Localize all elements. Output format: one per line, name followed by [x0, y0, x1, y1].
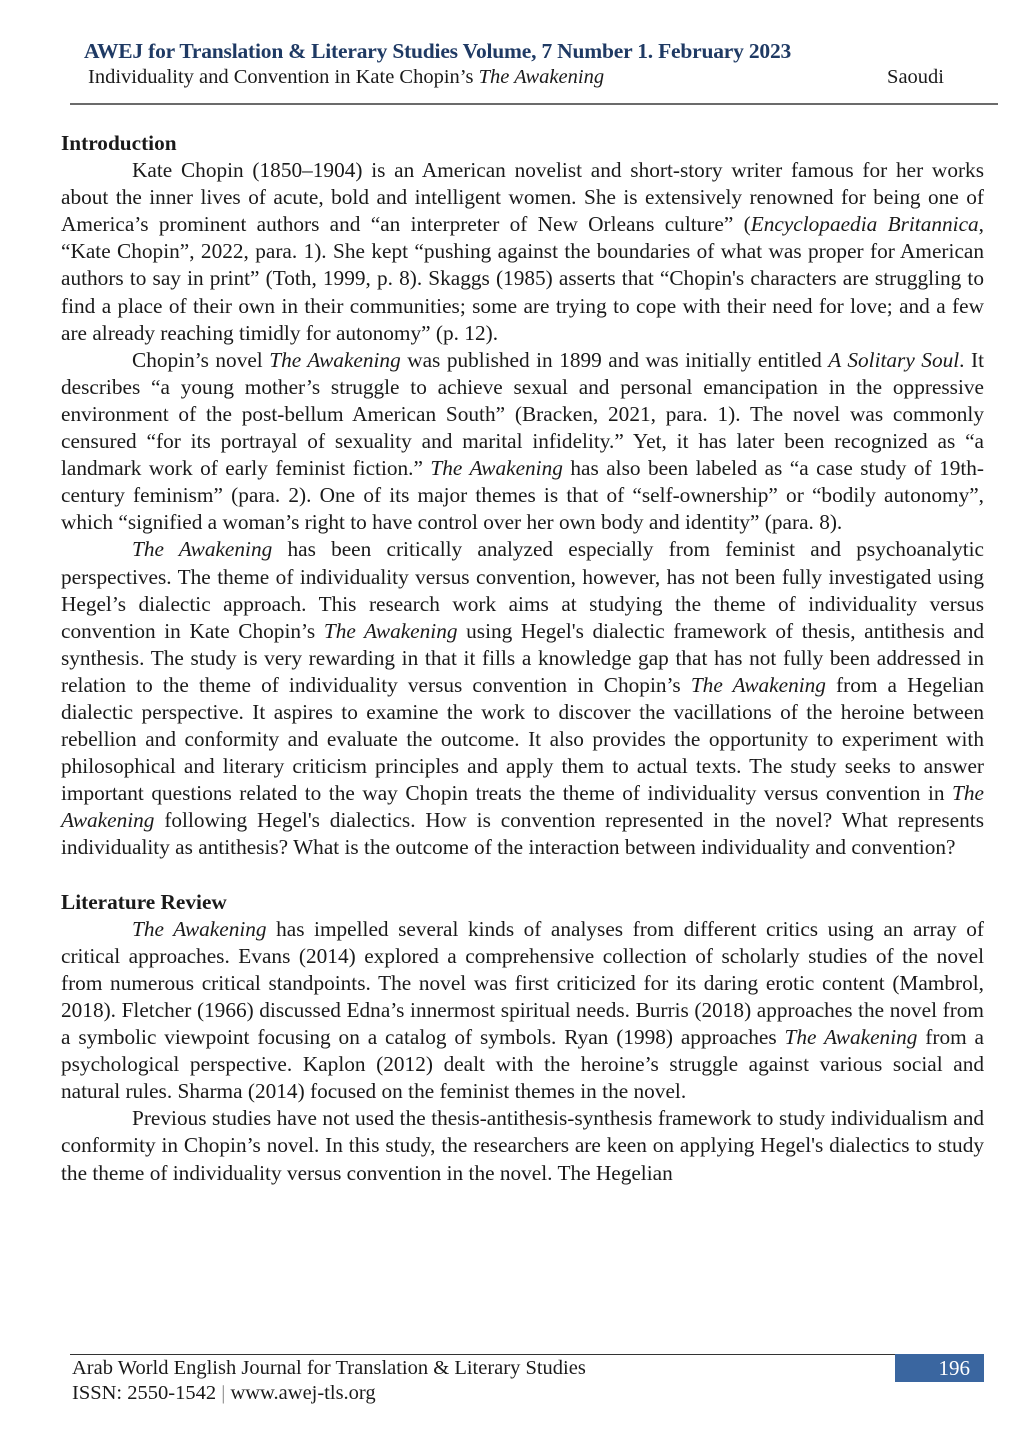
footer-journal-name: Arab World English Journal for Translation & Literary Studies — [72, 1357, 586, 1379]
paragraph: The Awakening has impelled several kinds of analyses from different critics using an array of critical approaches. Evans (2014) explored a comprehensive collection of scholarly studies of the novel from numerous critical standpoints. The novel was first criticized for its daring erotic content (Mambrol, 2018). Fletcher (1966) discussed Edna’s innermost spiritual needs. Burris (2018) approaches the novel from a symbolic viewpoint focusing on a catalog of symbols. Ryan (1998) approaches The Awakening from a psychological perspective. Kaplon (2012) dealt with the heroine’s struggle against various social and natural rules. Sharma (2014) focused on the feminist themes in the novel. — [61, 916, 985, 1104]
paragraph: Chopin’s novel The Awakening was published in 1899 and was initially entitled A Solitary Soul. It describes “a young mother’s struggle to achieve sexual and personal emancipation in the oppressive environment of the post-bellum American South” (Bracken, 2021, para. 1). The novel was commonly censured “for its portrayal of sexuality and marital infidelity.” Yet, it has later been recognized as “a landmark work of early feminist fiction.” The Awakening has also been labeled as “a case study of 19th-century feminism” (para. 2). One of its major themes is that of “self-ownership” or “bodily autonomy”, which “signified a woman’s right to have control over her own body and identity” (para. 8). — [61, 347, 985, 535]
paragraph: The Awakening has been critically analyzed especially from feminist and psychoanalytic perspectives. The theme of individuality versus convention, however, has not been fully investigated using Hegel’s dialectic approach. This research work aims at studying the theme of individuality versus convention in Kate Chopin’s The Awakening using Hegel's dialectic framework of thesis, antithesis and synthesis. The study is very rewarding in that it fills a knowledge gap that has not fully been addressed in relation to the theme of individuality versus convention in Chopin’s The Awakening from a Hegelian dialectic perspective. It aspires to examine the work to discover the vacillations of the heroine between rebellion and conformity and evaluate the outcome. It also provides the opportunity to experiment with philosophical and literary criticism principles and apply them to actual texts. The study seeks to answer important questions related to the way Chopin treats the theme of individuality versus convention in The Awakening following Hegel's dialectics. How is convention represented in the novel? What represents individuality as antithesis? What is the outcome of the interaction between individuality and convention? — [61, 537, 985, 860]
page-header — [70, 38, 998, 90]
running-head — [88, 64, 944, 90]
footer-divider — [70, 1354, 984, 1355]
paragraph: Previous studies have not used the thesis-antithesis-synthesis framework to study individualism and conformity in Chopin’s novel. In this study, the researchers are keen on applying Hegel's dialectics to study the theme of individuality versus convention in the novel. The Hegelian — [61, 1106, 984, 1185]
author-name: Saoudi — [887, 66, 944, 88]
journal-title: AWEJ for Translation & Literary Studies Volume, 7 Number 1. February 2023 — [84, 39, 792, 63]
section-spacer — [61, 862, 984, 889]
journal-website-link[interactable]: www.awej-tls.org — [230, 1382, 376, 1404]
article-running-title: Individuality and Convention in Kate Chopin’s The Awakening — [88, 66, 605, 88]
section-heading-literature-review: Literature Review — [61, 889, 227, 914]
footer-issn-line: ISSN: 2550-1542 | www.awej-tls.org — [72, 1382, 376, 1404]
page-footer — [72, 1356, 586, 1406]
page-number-badge: 196 — [895, 1354, 984, 1382]
header-divider — [70, 103, 998, 105]
article-body — [61, 130, 984, 1187]
paragraph: Kate Chopin (1850–1904) is an American novelist and short-story writer famous for her works about the inner lives of acute, bold and intelligent women. She is extensively renowned for being one of America’s prominent authors and “an interpreter of New Orleans culture” (Encyclopaedia Britannica, “Kate Chopin”, 2022, para. 1). She kept “pushing against the boundaries of what was proper for American authors to say in print” (Toth, 1999, p. 8). Skaggs (1985) asserts that “Chopin's characters are struggling to find a place of their own in their communities; some are trying to cope with their need for love; and a few are already reaching timidly for autonomy” (p. 12). — [61, 158, 984, 345]
section-heading-introduction: Introduction — [61, 131, 177, 155]
